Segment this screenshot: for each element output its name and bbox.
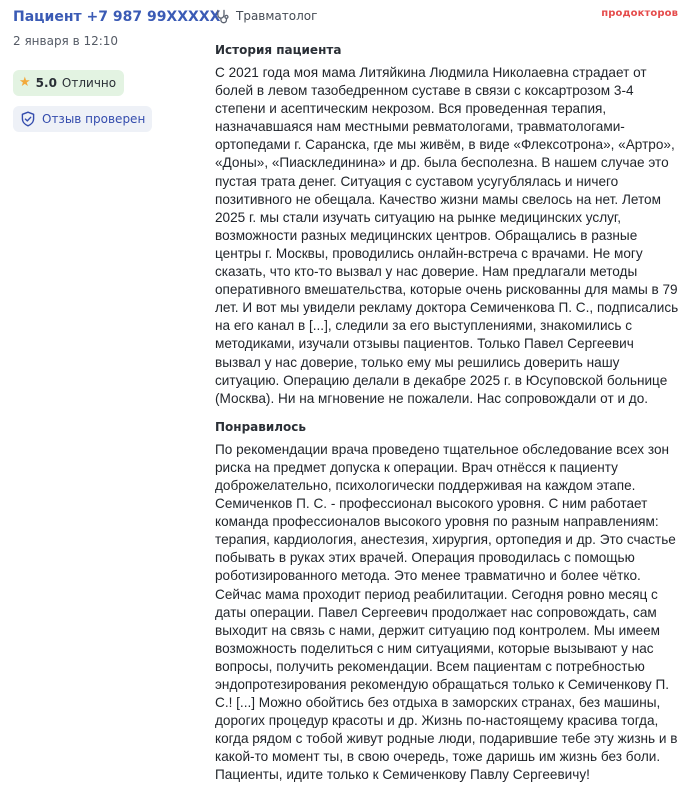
review-author-panel (13, 7, 221, 132)
rating-score: 5.0 (35, 76, 57, 90)
star-icon: ★ (19, 75, 31, 90)
specialty-label: Травматолог (236, 9, 318, 23)
section-text-history: С 2021 года моя мама Литяйкина Людмила Николаевна страдает от болей в левом тазобедренном суставе в связи с коксартрозом 3-4 степени и асептическим некрозом. Вся проведенная терапия, назначавшаяся нам местными ревматологами, травматологами-ортопедами г. Саранска, где мы живём, в виде «Флексотрона», «Артро», «Доны», «Пиасклединина» и др. была бесполезна. В нашем случае это пустая трата денег. Ситуация с суставом усугублялась и ничего позитивного не обещала. Качество жизни мамы свелось на нет. Летом 2025 г. мы стали изучать ситуацию на рынке медицинских услуг, возможности разных медицинских центров. Обращались в разные центры г. Москвы, проводились онлайн-встреча с врачами. Не могу сказать, что кто-то вызвал у нас доверие. Нам предлагали методы оперативного вмешательства, которые очень рискованны для мамы в 79 лет. И вот мы увидели рекламу доктора Семиченкова П. С., подписались на его канал в [...], следили за его выступлениями, знакомились с методиками, изучали отзывы пациентов. Только Павел Сергеевич вызвал у нас доверие, только ему мы решились доверить нашу ситуацию. Операцию делали в декабре 2025 г. в Юсуповской больнице (Москва). Ни на мгновение не пожалели. Нас сопровождали от и до. (215, 65, 679, 406)
verified-label: Отзыв проверен (42, 112, 146, 126)
rating-label: Отлично (61, 76, 117, 90)
review-date: 2 января в 12:10 (13, 34, 119, 48)
site-logo[interactable]: продокторов (601, 8, 678, 19)
stethoscope-icon (215, 9, 230, 24)
author-link[interactable]: Пациент +7 987 99XXXXX (13, 9, 221, 25)
section-title-history: История пациента (215, 43, 342, 57)
review-content (215, 6, 681, 785)
shield-check-icon (20, 111, 36, 127)
rating-badge (13, 70, 124, 96)
section-text-liked: По рекомендации врача проведено тщательное обследование всех зон риска на предмет допуска к операции. Врач отнёсся к пациенту доброжелательно, психологически поддерживая на каждом этапе. Семиченков П. С. - профессионал высокого уровня. С ним работает команда профессионалов высокого уровня по разным направлениям: терапия, кардиология, анестезия, хирургия, ортопедия и др. Это счастье побывать в руках этих врачей. Операция проводилась с помощью роботизированного метода. Это менее травматично и более чётко. Сейчас мама проходит период реабилитации. Сегодня ровно месяц с даты операции. Павел Сергеевич продолжает нас сопровождать, сам выходит на связь с нами, держит ситуацию под контролем. Мы имеем возможность поделиться с ним ситуациями, которые вызывают у нас вопросы, получить рекомендации. Всем пациентам с потребностью эндопротезирования рекомендую обращаться только к Семиченкову П. С.! [...] Можно обойтись без отдыха в заморских странах, без машины, дорогих процедур красоты и др. Жизнь по-настоящему красива тогда, когда рядом с тобой живут родные люди, подарившие тебе эту жизнь и в какой-то момент ты, в свою очередь, тоже даришь им жизнь без боли. Пациенты, идите только к Семиченкову Павлу Сергеевичу! (215, 441, 678, 783)
verified-badge[interactable] (13, 106, 152, 132)
section-title-liked: Понравилось (215, 419, 307, 434)
